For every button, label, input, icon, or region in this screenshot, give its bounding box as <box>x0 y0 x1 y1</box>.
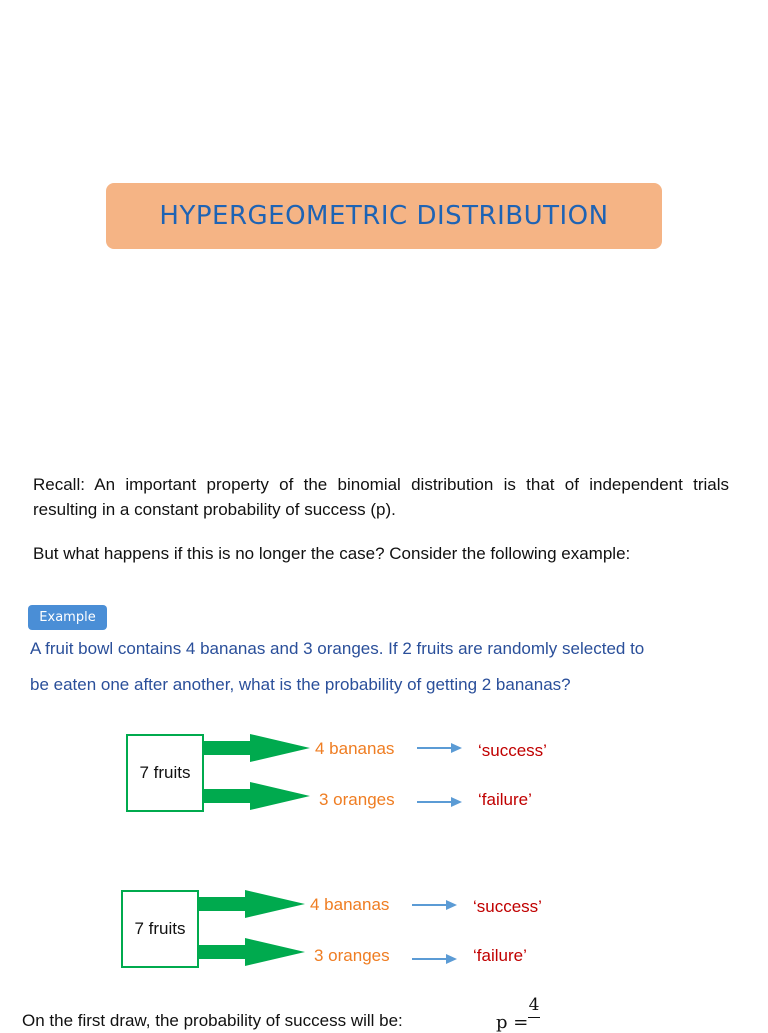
green-arrow-bottom <box>202 782 310 810</box>
example-line-1: A fruit bowl contains 4 bananas and 3 oranges. If 2 fruits are randomly selected to <box>30 639 645 658</box>
formula-fraction <box>526 995 542 1018</box>
fruit-diagram <box>0 884 768 984</box>
failure-label: ‘failure’ <box>478 790 532 809</box>
question-paragraph: But what happens if this is no longer the case? Consider the following example: <box>33 544 631 563</box>
success-label: ‘success’ <box>473 897 542 916</box>
blue-arrow-top <box>417 743 462 753</box>
blue-arrow-bottom <box>412 954 457 964</box>
green-arrow-top <box>202 734 310 762</box>
green-arrow-bottom <box>197 938 305 966</box>
example-badge: Example <box>28 605 107 630</box>
fruit-diagram <box>0 728 768 828</box>
fraction-bar <box>528 1017 540 1018</box>
blue-arrow-bottom <box>417 797 462 807</box>
example-line-2: be eaten one after another, what is the probability of getting 2 bananas? <box>30 675 571 694</box>
failure-label: ‘failure’ <box>473 946 527 965</box>
blue-arrow-top <box>412 900 457 910</box>
success-label: ‘success’ <box>478 741 547 760</box>
formula-numerator: 4 <box>528 995 540 1015</box>
fruit-box: 7 fruits <box>126 734 204 812</box>
bananas-label: 4 bananas <box>310 895 390 914</box>
bananas-label: 4 bananas <box>315 739 395 758</box>
first-draw-text: On the first draw, the probability of success will be: <box>22 1011 403 1030</box>
formula-lhs: p = <box>496 1012 529 1033</box>
fruit-box: 7 fruits <box>121 890 199 968</box>
title-banner <box>106 183 662 249</box>
oranges-label: 3 oranges <box>314 946 390 965</box>
recall-paragraph: Recall: An important property of the binomial distribution is that of independent trials resulting in a constant probability of success (p). <box>33 475 729 519</box>
green-arrow-top <box>197 890 305 918</box>
oranges-label: 3 oranges <box>319 790 395 809</box>
page-title: HYPERGEOMETRIC DISTRIBUTION <box>159 201 609 231</box>
